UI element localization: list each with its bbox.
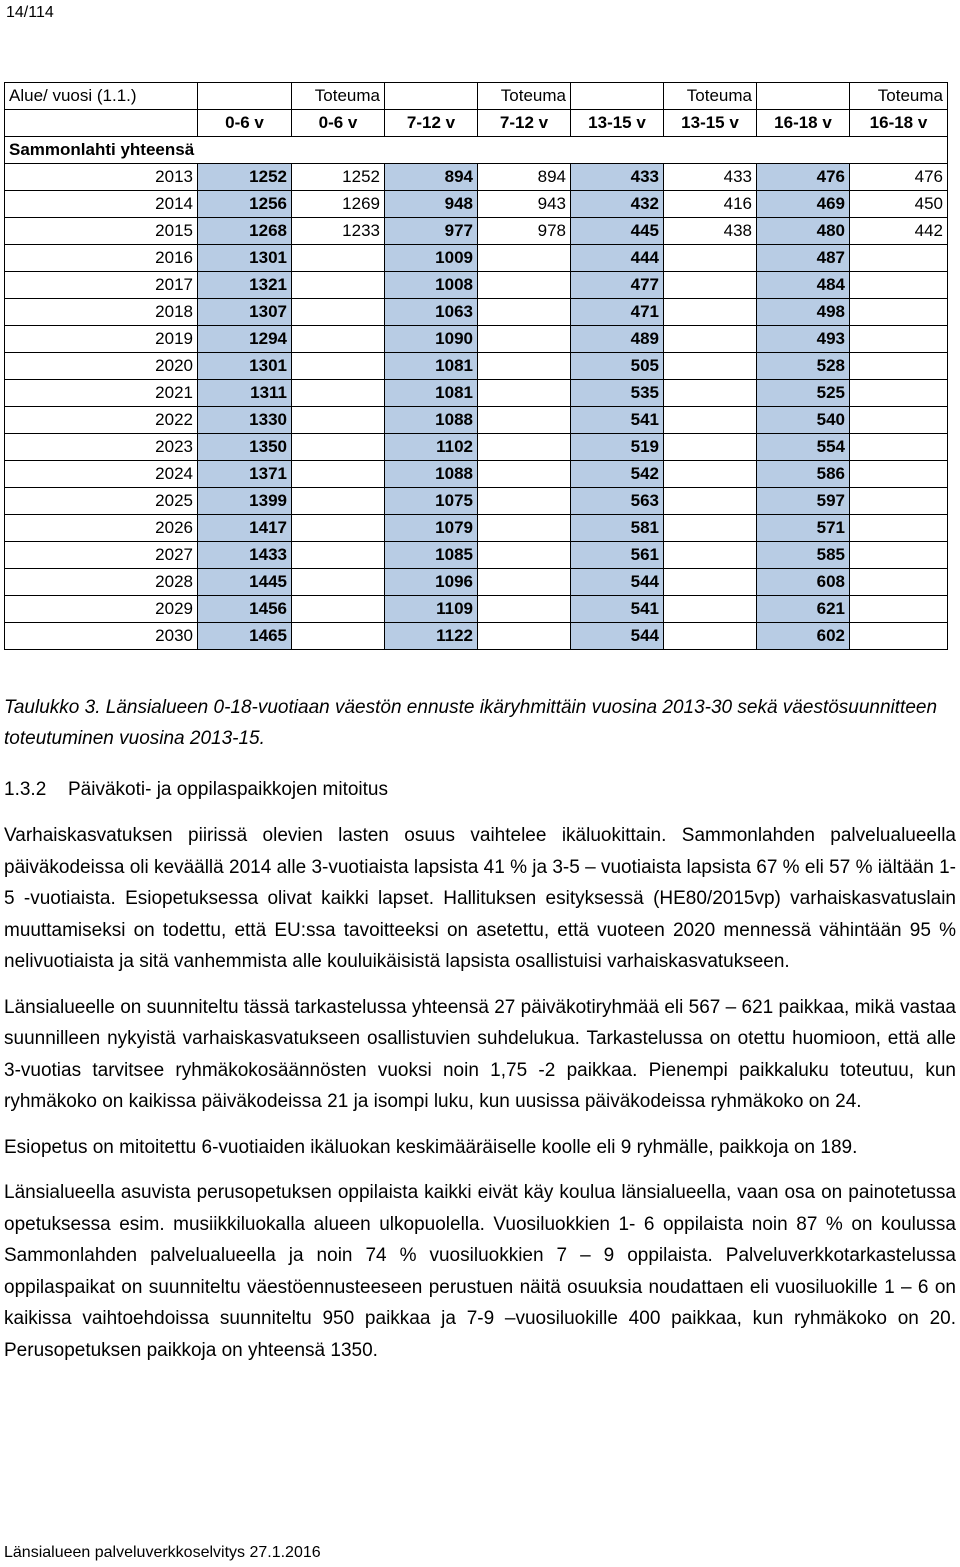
forecast-value-cell: 1096 <box>385 569 478 596</box>
forecast-value-cell: 1075 <box>385 488 478 515</box>
actual-value-cell <box>850 353 948 380</box>
year-cell: 2028 <box>5 569 198 596</box>
age-group-label: 16-18 v <box>850 110 948 137</box>
table-row <box>5 353 948 380</box>
table-header-row <box>5 83 948 110</box>
forecast-value-cell: 1008 <box>385 272 478 299</box>
actual-value-cell <box>664 299 757 326</box>
actual-value-cell <box>292 488 385 515</box>
area-year-label: Alue/ vuosi (1.1.) <box>5 83 198 110</box>
actual-value-cell <box>292 353 385 380</box>
header-empty <box>385 83 478 110</box>
actual-value-cell <box>292 596 385 623</box>
paragraph: Länsialueelle on suunniteltu tässä tarkastelussa yhteensä 27 päiväkotiryhmää eli 567 – 621 paikkaa, mikä vastaa suunnilleen nykyistä varhaiskasvatukseen osallistuvien suhdelukua. Tarkastelussa on otettu huomioon, että alle 3-vuotias tarvitsee ryhmäkokosäännösten vuoksi noin 1,75 -2 paikkaa. Pienempi paikkaluku toteutuu, kun ryhmäkoko on kaikissa päiväkodeissa 21 ja isompi luku, kun uusissa päiväkodeissa ryhmäkoko on 24. <box>4 996 956 1112</box>
actual-value-cell <box>850 623 948 650</box>
forecast-value-cell: 1371 <box>198 461 292 488</box>
actual-value-cell <box>478 380 571 407</box>
age-group-label: 0-6 v <box>292 110 385 137</box>
page-number: 14/114 <box>6 4 54 21</box>
toteuma-label: Toteuma <box>478 83 571 110</box>
actual-value-cell <box>292 380 385 407</box>
actual-value-cell: 943 <box>478 191 571 218</box>
forecast-value-cell: 1256 <box>198 191 292 218</box>
actual-value-cell <box>292 434 385 461</box>
age-group-label: 7-12 v <box>385 110 478 137</box>
year-cell: 2026 <box>5 515 198 542</box>
actual-value-cell: 416 <box>664 191 757 218</box>
forecast-value-cell: 1252 <box>198 164 292 191</box>
forecast-value-cell: 1301 <box>198 245 292 272</box>
forecast-value-cell: 1122 <box>385 623 478 650</box>
toteuma-label: Toteuma <box>850 83 948 110</box>
actual-value-cell <box>478 434 571 461</box>
actual-value-cell <box>850 299 948 326</box>
actual-value-cell <box>292 407 385 434</box>
section-heading <box>4 779 388 801</box>
forecast-value-cell: 525 <box>757 380 850 407</box>
actual-value-cell <box>292 515 385 542</box>
forecast-value-cell: 1417 <box>198 515 292 542</box>
actual-value-cell: 1233 <box>292 218 385 245</box>
year-cell: 2027 <box>5 542 198 569</box>
actual-value-cell <box>664 434 757 461</box>
forecast-value-cell: 445 <box>571 218 664 245</box>
forecast-value-cell: 476 <box>757 164 850 191</box>
actual-value-cell <box>292 623 385 650</box>
paragraph: Varhaiskasvatuksen piirissä olevien lasten osuus vaihtelee ikäluokittain. Sammonlahden palvelualueella päiväkodeissa oli keväällä 2014 alle 3-vuotiaista lapsista 41 % ja 3-5 – vuotiaista lapsista 67 % eli 57 % iältään 1-5 -vuotiaista. Esiopetuksessa olivat kaikki lapset. Hallituksen esityksessä (HE80/2015vp) varhaiskasvatuslain muuttamiseksi on todettu, että EU:ssa tavoitteeksi on asetettu, että vuoteen 2020 mennessä vähintään 95 % nelivuotiaista ja sitä vanhemmista alle kouluikäisistä lapsista osallistuisi varhaiskasvatukseen. <box>4 825 956 972</box>
forecast-value-cell: 948 <box>385 191 478 218</box>
actual-value-cell <box>850 488 948 515</box>
table-row <box>5 515 948 542</box>
forecast-value-cell: 571 <box>757 515 850 542</box>
forecast-value-cell: 608 <box>757 569 850 596</box>
table-row <box>5 461 948 488</box>
actual-value-cell <box>478 596 571 623</box>
actual-value-cell <box>478 623 571 650</box>
actual-value-cell <box>850 515 948 542</box>
forecast-value-cell: 487 <box>757 245 850 272</box>
age-group-label: 0-6 v <box>198 110 292 137</box>
actual-value-cell <box>664 623 757 650</box>
forecast-value-cell: 1009 <box>385 245 478 272</box>
forecast-value-cell: 540 <box>757 407 850 434</box>
actual-value-cell <box>664 407 757 434</box>
forecast-value-cell: 1311 <box>198 380 292 407</box>
header-empty <box>198 83 292 110</box>
table-row <box>5 164 948 191</box>
actual-value-cell <box>478 272 571 299</box>
forecast-value-cell: 471 <box>571 299 664 326</box>
age-group-header-row <box>5 110 948 137</box>
page-footer: Länsialueen palveluverkkoselvitys 27.1.2016 <box>4 1544 321 1561</box>
table-row <box>5 245 948 272</box>
table-row <box>5 326 948 353</box>
actual-value-cell <box>850 326 948 353</box>
actual-value-cell <box>664 515 757 542</box>
actual-value-cell <box>292 569 385 596</box>
actual-value-cell <box>850 272 948 299</box>
year-cell: 2024 <box>5 461 198 488</box>
year-cell: 2017 <box>5 272 198 299</box>
actual-value-cell <box>478 407 571 434</box>
year-cell: 2021 <box>5 380 198 407</box>
section-number: 1.3.2 <box>4 779 47 800</box>
actual-value-cell <box>664 326 757 353</box>
forecast-value-cell: 469 <box>757 191 850 218</box>
table-row <box>5 380 948 407</box>
actual-value-cell <box>478 542 571 569</box>
actual-value-cell <box>664 488 757 515</box>
actual-value-cell <box>664 380 757 407</box>
age-group-label: 13-15 v <box>571 110 664 137</box>
forecast-value-cell: 484 <box>757 272 850 299</box>
table-row <box>5 191 948 218</box>
actual-value-cell <box>292 245 385 272</box>
actual-value-cell <box>292 299 385 326</box>
actual-value-cell <box>478 488 571 515</box>
actual-value-cell: 438 <box>664 218 757 245</box>
age-group-label: 13-15 v <box>664 110 757 137</box>
forecast-value-cell: 585 <box>757 542 850 569</box>
actual-value-cell <box>478 353 571 380</box>
actual-value-cell: 1252 <box>292 164 385 191</box>
forecast-value-cell: 894 <box>385 164 478 191</box>
forecast-value-cell: 1330 <box>198 407 292 434</box>
forecast-value-cell: 1088 <box>385 407 478 434</box>
toteuma-label: Toteuma <box>664 83 757 110</box>
table-row <box>5 272 948 299</box>
forecast-value-cell: 1079 <box>385 515 478 542</box>
age-group-label: 16-18 v <box>757 110 850 137</box>
forecast-value-cell: 528 <box>757 353 850 380</box>
actual-value-cell <box>292 326 385 353</box>
actual-value-cell <box>478 299 571 326</box>
forecast-value-cell: 541 <box>571 407 664 434</box>
actual-value-cell <box>850 434 948 461</box>
actual-value-cell <box>664 542 757 569</box>
forecast-value-cell: 1465 <box>198 623 292 650</box>
section-title: Päiväkoti- ja oppilaspaikkojen mitoitus <box>68 779 388 800</box>
forecast-value-cell: 581 <box>571 515 664 542</box>
year-cell: 2019 <box>5 326 198 353</box>
forecast-value-cell: 1456 <box>198 596 292 623</box>
forecast-value-cell: 1102 <box>385 434 478 461</box>
area-group-label: Sammonlahti yhteensä <box>5 137 948 164</box>
year-cell: 2023 <box>5 434 198 461</box>
forecast-value-cell: 1081 <box>385 353 478 380</box>
paragraph: Esiopetus on mitoitettu 6-vuotiaiden ikäluokan keskimääräiselle koolle eli 9 ryhmälle, paikkoja on 189. <box>4 1136 858 1158</box>
actual-value-cell <box>664 596 757 623</box>
header-empty <box>571 83 664 110</box>
actual-value-cell <box>850 542 948 569</box>
age-group-label: 7-12 v <box>478 110 571 137</box>
forecast-value-cell: 1433 <box>198 542 292 569</box>
population-forecast-table <box>4 82 948 650</box>
forecast-value-cell: 1081 <box>385 380 478 407</box>
forecast-value-cell: 586 <box>757 461 850 488</box>
forecast-value-cell: 480 <box>757 218 850 245</box>
year-cell: 2016 <box>5 245 198 272</box>
actual-value-cell <box>478 515 571 542</box>
forecast-value-cell: 493 <box>757 326 850 353</box>
actual-value-cell <box>664 569 757 596</box>
forecast-value-cell: 444 <box>571 245 664 272</box>
actual-value-cell <box>478 245 571 272</box>
area-group-row <box>5 137 948 164</box>
table-row <box>5 407 948 434</box>
year-cell: 2013 <box>5 164 198 191</box>
body-text <box>4 820 956 1380</box>
actual-value-cell <box>478 326 571 353</box>
actual-value-cell: 433 <box>664 164 757 191</box>
actual-value-cell <box>664 353 757 380</box>
forecast-value-cell: 489 <box>571 326 664 353</box>
actual-value-cell <box>664 461 757 488</box>
forecast-value-cell: 554 <box>757 434 850 461</box>
forecast-value-cell: 1321 <box>198 272 292 299</box>
table-row <box>5 542 948 569</box>
forecast-value-cell: 1445 <box>198 569 292 596</box>
actual-value-cell <box>850 596 948 623</box>
actual-value-cell <box>292 542 385 569</box>
year-cell: 2015 <box>5 218 198 245</box>
forecast-value-cell: 541 <box>571 596 664 623</box>
year-cell: 2030 <box>5 623 198 650</box>
actual-value-cell <box>850 461 948 488</box>
table-row <box>5 299 948 326</box>
actual-value-cell: 476 <box>850 164 948 191</box>
paragraph: Länsialueella asuvista perusopetuksen oppilaista kaikki eivät käy koulua länsialueella, vaan osa on painotetussa opetuksessa esim. musiikkiluokalla alueen ulkopuolella. Vuosiluokkien 1- 6 oppilaista noin 87 % on koulussa Sammonlahden palvelualueella ja noin 74 % vuosiluokkien 7 – 9 oppilaista. Palveluverkkotarkastelussa oppilaspaikat on suunniteltu väestöennusteeseen perustuen näitä osuuksia noudattaen eli vuosiluokille 1 – 6 on kaikissa vaihtoehdoissa suunniteltu 950 paikkaa ja 7-9 –vuosiluokille 400 paikkaa, kun ryhmäkoko on 20. Perusopetuksen paikkoja on yhteensä 1350. <box>4 1182 956 1361</box>
forecast-value-cell: 1088 <box>385 461 478 488</box>
actual-value-cell: 450 <box>850 191 948 218</box>
forecast-value-cell: 535 <box>571 380 664 407</box>
forecast-value-cell: 1268 <box>198 218 292 245</box>
forecast-value-cell: 1063 <box>385 299 478 326</box>
year-cell: 2029 <box>5 596 198 623</box>
actual-value-cell <box>292 461 385 488</box>
forecast-value-cell: 505 <box>571 353 664 380</box>
forecast-value-cell: 561 <box>571 542 664 569</box>
actual-value-cell <box>478 461 571 488</box>
actual-value-cell: 1269 <box>292 191 385 218</box>
forecast-value-cell: 1090 <box>385 326 478 353</box>
actual-value-cell <box>850 380 948 407</box>
header-empty <box>757 83 850 110</box>
forecast-value-cell: 1350 <box>198 434 292 461</box>
forecast-value-cell: 519 <box>571 434 664 461</box>
actual-value-cell: 442 <box>850 218 948 245</box>
year-cell: 2022 <box>5 407 198 434</box>
actual-value-cell <box>664 272 757 299</box>
table-caption: Taulukko 3. Länsialueen 0-18-vuotiaan väestön ennuste ikäryhmittäin vuosina 2013-30 sekä väestösuunnitteen toteutuminen vuosina 2013-15. <box>4 697 938 749</box>
actual-value-cell <box>850 569 948 596</box>
forecast-value-cell: 433 <box>571 164 664 191</box>
forecast-value-cell: 544 <box>571 623 664 650</box>
year-cell: 2014 <box>5 191 198 218</box>
table-row <box>5 623 948 650</box>
forecast-value-cell: 621 <box>757 596 850 623</box>
actual-value-cell <box>850 407 948 434</box>
actual-value-cell <box>292 272 385 299</box>
table-row <box>5 434 948 461</box>
actual-value-cell: 978 <box>478 218 571 245</box>
forecast-value-cell: 563 <box>571 488 664 515</box>
table-row <box>5 569 948 596</box>
forecast-value-cell: 544 <box>571 569 664 596</box>
forecast-value-cell: 1307 <box>198 299 292 326</box>
forecast-value-cell: 432 <box>571 191 664 218</box>
forecast-value-cell: 977 <box>385 218 478 245</box>
actual-value-cell <box>850 245 948 272</box>
header-empty <box>5 110 198 137</box>
forecast-value-cell: 1301 <box>198 353 292 380</box>
table-row <box>5 488 948 515</box>
forecast-value-cell: 597 <box>757 488 850 515</box>
forecast-value-cell: 477 <box>571 272 664 299</box>
forecast-value-cell: 1085 <box>385 542 478 569</box>
table-row <box>5 596 948 623</box>
forecast-value-cell: 1109 <box>385 596 478 623</box>
table-row <box>5 218 948 245</box>
year-cell: 2020 <box>5 353 198 380</box>
toteuma-label: Toteuma <box>292 83 385 110</box>
forecast-value-cell: 602 <box>757 623 850 650</box>
year-cell: 2025 <box>5 488 198 515</box>
actual-value-cell: 894 <box>478 164 571 191</box>
forecast-value-cell: 498 <box>757 299 850 326</box>
year-cell: 2018 <box>5 299 198 326</box>
actual-value-cell <box>478 569 571 596</box>
forecast-value-cell: 542 <box>571 461 664 488</box>
forecast-value-cell: 1399 <box>198 488 292 515</box>
forecast-value-cell: 1294 <box>198 326 292 353</box>
actual-value-cell <box>664 245 757 272</box>
